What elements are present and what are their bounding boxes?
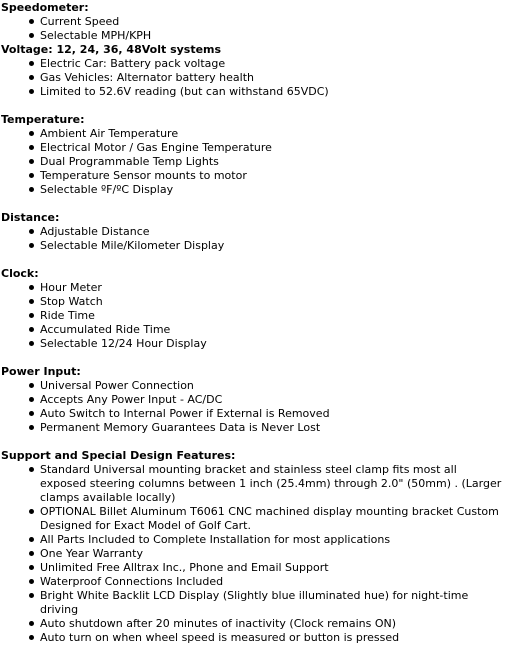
bullet-icon: [29, 131, 34, 136]
list-item: Temperature Sensor mounts to motor: [26, 169, 504, 183]
bullet-icon: [29, 593, 34, 598]
bullet-icon: [29, 635, 34, 640]
bullet-icon: [29, 551, 34, 556]
bullet-icon: [29, 411, 34, 416]
bullet-icon: [29, 425, 34, 430]
section-spacer: [1, 351, 504, 365]
bullet-icon: [29, 621, 34, 626]
list-item: Ride Time: [26, 309, 504, 323]
section-spacer: [1, 99, 504, 113]
section-clock: [1, 267, 504, 351]
section-distance: [1, 211, 504, 253]
section-heading: Distance:: [1, 211, 60, 224]
section-temperature: [1, 113, 504, 197]
feature-list: [1, 463, 504, 645]
list-item: Accumulated Ride Time: [26, 323, 504, 337]
list-item: Selectable 12/24 Hour Display: [26, 337, 504, 351]
section-spacer: [1, 197, 504, 211]
list-item: Unlimited Free Alltrax Inc., Phone and Email Support: [26, 561, 504, 575]
section-spacer: [1, 435, 504, 449]
list-item: Permanent Memory Guarantees Data is Never Lost: [26, 421, 504, 435]
list-item: Accepts Any Power Input - AC/DC: [26, 393, 504, 407]
bullet-icon: [29, 341, 34, 346]
bullet-icon: [29, 159, 34, 164]
section-heading: Clock:: [1, 267, 39, 280]
list-item: Selectable MPH/KPH: [26, 29, 504, 43]
bullet-icon: [29, 565, 34, 570]
list-item: Waterproof Connections Included: [26, 575, 504, 589]
list-item: One Year Warranty: [26, 547, 504, 561]
bullet-icon: [29, 173, 34, 178]
list-item: Stop Watch: [26, 295, 504, 309]
section-heading: Temperature:: [1, 113, 85, 126]
list-item: Hour Meter: [26, 281, 504, 295]
bullet-icon: [29, 509, 34, 514]
bullet-icon: [29, 299, 34, 304]
bullet-icon: [29, 145, 34, 150]
bullet-icon: [29, 75, 34, 80]
list-item: Electric Car: Battery pack voltage: [26, 57, 504, 71]
feature-list: [1, 57, 504, 99]
list-item: Bright White Backlit LCD Display (Slightly blue illuminated hue) for night-time driving: [26, 589, 504, 617]
list-item: OPTIONAL Billet Aluminum T6061 CNC machined display mounting bracket Custom Designed for Exact Model of Golf Cart.: [26, 505, 504, 533]
bullet-icon: [29, 285, 34, 290]
section-heading: Voltage: 12, 24, 36, 48Volt systems: [1, 43, 222, 56]
list-item: Universal Power Connection: [26, 379, 504, 393]
list-item: Current Speed: [26, 15, 504, 29]
bullet-icon: [29, 33, 34, 38]
section-voltage: [1, 43, 504, 99]
section-support-features: [1, 449, 504, 645]
section-spacer: [1, 253, 504, 267]
feature-list: [1, 379, 504, 435]
feature-list: [1, 225, 504, 253]
bullet-icon: [29, 61, 34, 66]
list-item: Selectable ºF/ºC Display: [26, 183, 504, 197]
bullet-icon: [29, 383, 34, 388]
list-item: Adjustable Distance: [26, 225, 504, 239]
list-item: All Parts Included to Complete Installation for most applications: [26, 533, 504, 547]
bullet-icon: [29, 187, 34, 192]
feature-list: [1, 15, 504, 43]
list-item: Auto Switch to Internal Power if External is Removed: [26, 407, 504, 421]
list-item: Standard Universal mounting bracket and stainless steel clamp fits most all exposed steering columns between 1 inch (25.4mm) through 2.0" (50mm) . (Larger clamps available locally): [26, 463, 504, 505]
list-item: Auto shutdown after 20 minutes of inactivity (Clock remains ON): [26, 617, 504, 631]
section-heading: Speedometer:: [1, 1, 89, 14]
list-item: Auto turn on when wheel speed is measured or button is pressed: [26, 631, 504, 645]
section-heading: Support and Special Design Features:: [1, 449, 236, 462]
bullet-icon: [29, 19, 34, 24]
bullet-icon: [29, 579, 34, 584]
section-power-input: [1, 365, 504, 435]
feature-list: [1, 281, 504, 351]
bullet-icon: [29, 229, 34, 234]
list-item: Dual Programmable Temp Lights: [26, 155, 504, 169]
section-heading: Power Input:: [1, 365, 81, 378]
list-item: Limited to 52.6V reading (but can withstand 65VDC): [26, 85, 504, 99]
bullet-icon: [29, 89, 34, 94]
bullet-icon: [29, 327, 34, 332]
list-item: Selectable Mile/Kilometer Display: [26, 239, 504, 253]
feature-list-page: [1, 1, 504, 645]
bullet-icon: [29, 397, 34, 402]
bullet-icon: [29, 313, 34, 318]
list-item: Ambient Air Temperature: [26, 127, 504, 141]
list-item: Gas Vehicles: Alternator battery health: [26, 71, 504, 85]
feature-list: [1, 127, 504, 197]
bullet-icon: [29, 243, 34, 248]
bullet-icon: [29, 467, 34, 472]
bullet-icon: [29, 537, 34, 542]
section-speedometer: [1, 1, 504, 43]
list-item: Electrical Motor / Gas Engine Temperature: [26, 141, 504, 155]
